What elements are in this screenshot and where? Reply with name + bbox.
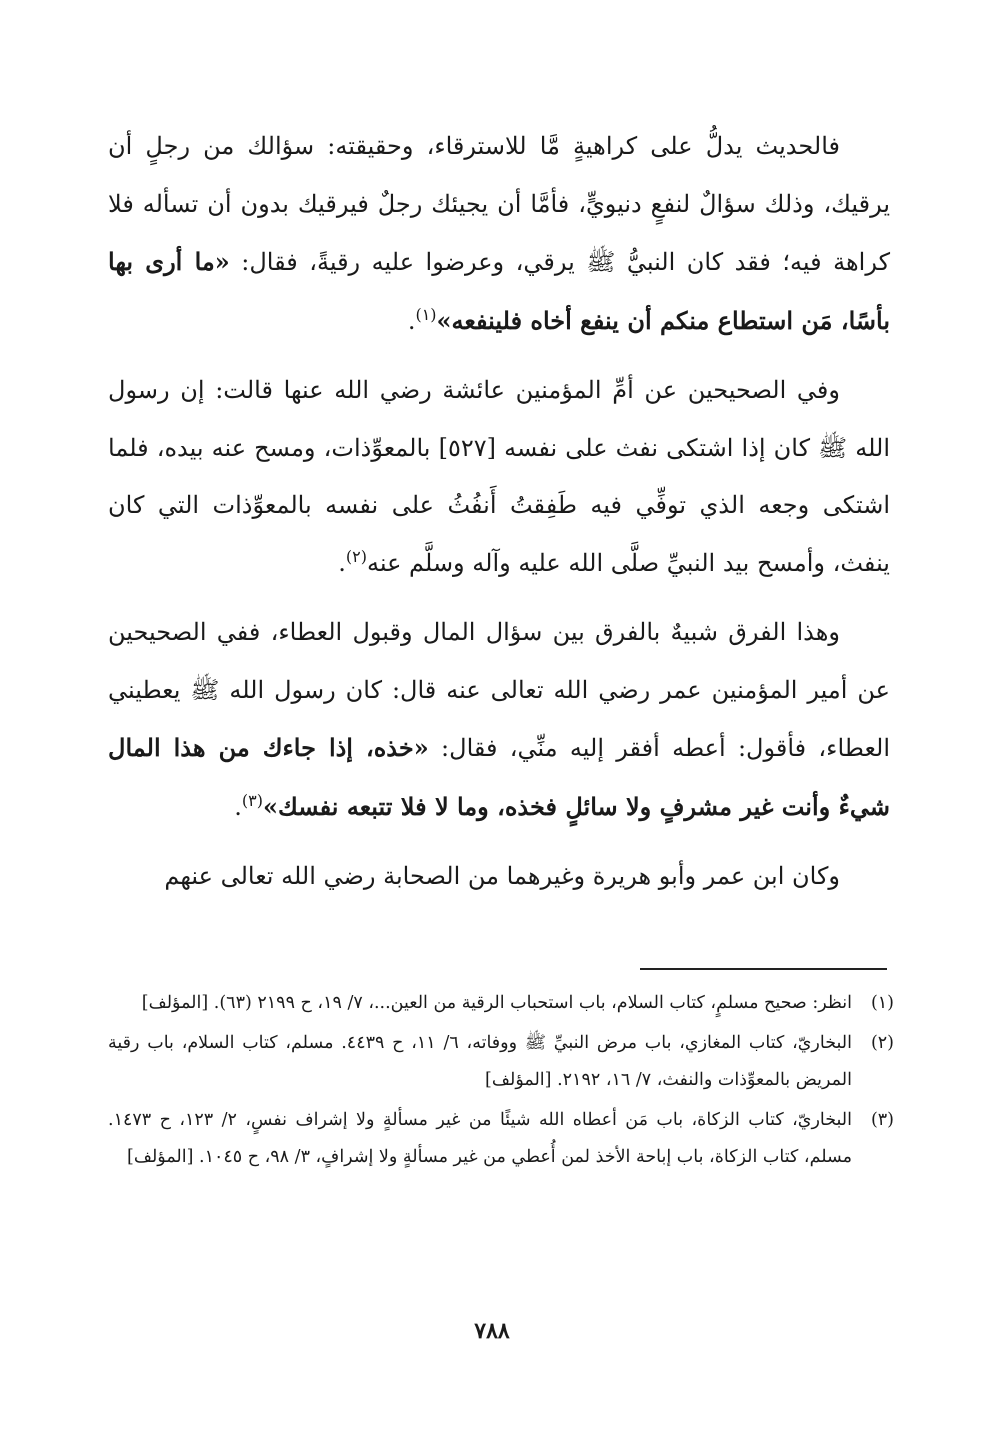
page-number: ٧٨٨: [474, 1318, 510, 1344]
footnote-3-text: البخاريّ، كتاب الزكاة، باب مَن أعطاه الله شيئًا من غير مسألةٍ ولا إشراف نفسٍ، ٢/ ١٢٣، ح ١٤٧٣. مسلم، كتاب الزكاة، باب إباحة الأخذ لمن أُعطي من غير مسألةٍ ولا إشرافٍ، ٣/ ٩٨، ح ١٠٤٥. [المؤلف]: [108, 1109, 853, 1167]
paragraph-2: [108, 362, 890, 592]
hadith-quote-3: «خذه، إذا جاءك من هذا المال شيءٌ وأنت غير مشرفٍ ولا سائلٍ فخذه، وما لا فلا تتبعه نفسك»: [108, 733, 890, 821]
main-text: [108, 118, 890, 918]
footnote-ref-3[interactable]: (٣): [241, 790, 264, 810]
footnote-2-text: البخاريّ، كتاب المغازي، باب مرض النبيِّ ﷺ ووفاته، ٦/ ١١، ح ٤٤٣٩. مسلم، كتاب السلام، باب رقية المريض بالمعوِّذات والنفث، ٧/ ١٦، ٢١٩٢. [المؤلف]: [108, 1032, 852, 1090]
footnote-2: [108, 1025, 894, 1100]
paragraph-3: [108, 604, 890, 836]
footnote-3-number: (٣): [870, 1109, 894, 1130]
footnote-ref-1[interactable]: (١): [415, 304, 437, 324]
hadith-quote-1: «ما أرى بها بأسًا، مَن استطاع منكم أن ينفع أخاه فلينفعه»: [108, 247, 890, 335]
paragraph-3-end: .: [234, 792, 242, 821]
paragraph-1: [108, 118, 890, 350]
footnote-ref-2[interactable]: (٢): [345, 546, 367, 566]
footnote-3: [108, 1102, 894, 1177]
footnote-1-number: (١): [870, 993, 894, 1013]
footnote-1: [108, 985, 894, 1023]
paragraph-1-end: .: [407, 306, 416, 335]
paragraph-2-text: وفي الصحيحين عن أمِّ المؤمنين عائشة رضي الله عنها قالت: إن رسول الله ﷺ كان إذا اشتكى نفث على نفسه [٥٢٧] بالمعوِّذات، ومسح عنه بيده، فلما اشتكى وجعه الذي توفِّي فيه طَفِقتُ أَنفُثُ على نفسه بالمعوِّذات التي كان ينفث، وأمسح بيد النبيِّ صلَّى الله عليه وآله وسلَّم عنه: [108, 376, 890, 577]
footnote-1-text: انظر: صحيح مسلمٍ، كتاب السلام، باب استحباب الرقية من العين...، ٧/ ١٩، ح ٢١٩٩ (٦٣). [المؤلف]: [141, 993, 852, 1013]
footnotes: [108, 985, 894, 1179]
paragraph-4-text: وكان ابن عمر وأبو هريرة وغيرهما من الصحابة رضي الله تعالى عنهم: [164, 862, 840, 890]
footnote-divider: [640, 968, 887, 970]
paragraph-1-text: فالحديث يدلُّ على كراهيةٍ مَّا للاسترقاء، وحقيقته: سؤالك من رجلٍ أن يرقيك، وذلك سؤالٌ لنفعٍ دنيويٍّ، فأمَّا أن يجيئك رجلٌ فيرقيك بدون أن تسأله فلا كراهة فيه؛ فقد كان النبيُّ ﷺ يرقي، وعرضوا عليه رقيةً، فقال:: [108, 132, 890, 276]
paragraph-3-text: وهذا الفرق شبيهٌ بالفرق بين سؤال المال وقبول العطاء، ففي الصحيحين عن أمير المؤمنين عمر رضي الله تعالى عنه قال: كان رسول الله ﷺ يعطيني العطاء، فأقول: أعطه أفقر إليه منِّي، فقال:: [108, 618, 891, 762]
paragraph-4: [108, 848, 890, 906]
paragraph-2-end: .: [338, 548, 346, 577]
footnote-2-number: (٢): [870, 1032, 894, 1053]
